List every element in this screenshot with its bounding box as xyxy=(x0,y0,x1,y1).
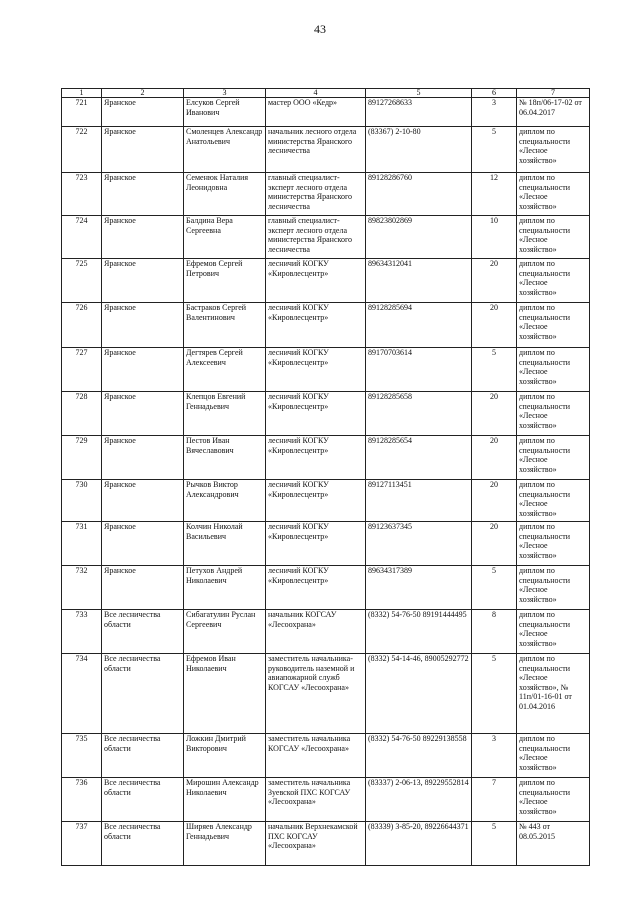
table-row xyxy=(62,173,590,216)
row-number: 724 xyxy=(62,216,102,259)
person-name: Елсуков Сергей Иванович xyxy=(184,98,266,127)
job-position: начальник лесного отдела министерства Яранского лесничества xyxy=(266,127,366,173)
phone-number: (8332) 54-76-50 89191444495 xyxy=(366,610,472,654)
table-row xyxy=(62,822,590,866)
table-row xyxy=(62,654,590,734)
job-position: главный специалист-эксперт лесного отдела министерства Яранского лесничества xyxy=(266,216,366,259)
person-name: Балдина Вера Сергеевна xyxy=(184,216,266,259)
row-number: 730 xyxy=(62,480,102,522)
row-number: 729 xyxy=(62,436,102,480)
phone-number: (8332) 54-76-50 89229138558 xyxy=(366,734,472,778)
qualification-document: диплом по специальности «Лесное хозяйство» xyxy=(517,303,590,348)
person-name: Семенюк Наталия Леонидовна xyxy=(184,173,266,216)
phone-number: 89823802869 xyxy=(366,216,472,259)
table-row xyxy=(62,259,590,303)
phone-number: 89123637345 xyxy=(366,522,472,566)
experience-years: 10 xyxy=(472,216,517,259)
table-row xyxy=(62,216,590,259)
job-position: лесничий КОГКУ «Кировлесцентр» xyxy=(266,392,366,436)
job-position: заместитель начальника Зуевской ПХС КОГСАУ «Лесоохрана» xyxy=(266,778,366,822)
job-position: мастер ООО «Кедр» xyxy=(266,98,366,127)
experience-years: 20 xyxy=(472,436,517,480)
column-number: 1 xyxy=(62,89,102,98)
forestry-district: Яранское xyxy=(102,566,184,610)
experience-years: 7 xyxy=(472,778,517,822)
person-name: Ефремов Сергей Петрович xyxy=(184,259,266,303)
table-row xyxy=(62,734,590,778)
person-name: Ефремов Иван Николаевич xyxy=(184,654,266,734)
phone-number: 89634312041 xyxy=(366,259,472,303)
forestry-district: Яранское xyxy=(102,348,184,392)
qualification-document: диплом по специальности «Лесное хозяйство» xyxy=(517,392,590,436)
job-position: лесничий КОГКУ «Кировлесцентр» xyxy=(266,522,366,566)
column-number: 4 xyxy=(266,89,366,98)
registry-table xyxy=(61,88,590,866)
table-row xyxy=(62,610,590,654)
job-position: лесничий КОГКУ «Кировлесцентр» xyxy=(266,480,366,522)
experience-years: 5 xyxy=(472,127,517,173)
row-number: 731 xyxy=(62,522,102,566)
job-position: начальник КОГСАУ «Лесоохрана» xyxy=(266,610,366,654)
experience-years: 20 xyxy=(472,303,517,348)
person-name: Клепцов Евгений Геннадьевич xyxy=(184,392,266,436)
table-row xyxy=(62,522,590,566)
person-name: Рычков Виктор Александрович xyxy=(184,480,266,522)
forestry-district: Яранское xyxy=(102,480,184,522)
phone-number: 89170703614 xyxy=(366,348,472,392)
person-name: Колчин Николай Васильевич xyxy=(184,522,266,566)
phone-number: (83339) 3-85-20, 89226644371 xyxy=(366,822,472,866)
person-name: Смоленцев Александр Анатольевич xyxy=(184,127,266,173)
forestry-district: Яранское xyxy=(102,259,184,303)
experience-years: 20 xyxy=(472,259,517,303)
row-number: 725 xyxy=(62,259,102,303)
phone-number: 89128286760 xyxy=(366,173,472,216)
phone-number: 89128285654 xyxy=(366,436,472,480)
job-position: лесничий КОГКУ «Кировлесцентр» xyxy=(266,566,366,610)
qualification-document: диплом по специальности «Лесное хозяйство» xyxy=(517,259,590,303)
qualification-document: диплом по специальности «Лесное хозяйство» xyxy=(517,778,590,822)
experience-years: 5 xyxy=(472,566,517,610)
forestry-district: Все лесничества области xyxy=(102,778,184,822)
forestry-district: Все лесничества области xyxy=(102,610,184,654)
qualification-document: № 443 от 08.05.2015 xyxy=(517,822,590,866)
forestry-district: Все лесничества области xyxy=(102,734,184,778)
person-name: Мирошин Александр Николаевич xyxy=(184,778,266,822)
row-number: 727 xyxy=(62,348,102,392)
phone-number: 89127113451 xyxy=(366,480,472,522)
table-row xyxy=(62,436,590,480)
column-number: 3 xyxy=(184,89,266,98)
qualification-document: диплом по специальности «Лесное хозяйство» xyxy=(517,127,590,173)
forestry-district: Все лесничества области xyxy=(102,822,184,866)
person-name: Пестов Иван Вячеславович xyxy=(184,436,266,480)
experience-years: 5 xyxy=(472,822,517,866)
page-number: 43 xyxy=(314,22,326,36)
row-number: 721 xyxy=(62,98,102,127)
experience-years: 20 xyxy=(472,392,517,436)
job-position: заместитель начальника-руководитель наземной и авиапожарной служб КОГСАУ «Лесоохрана» xyxy=(266,654,366,734)
qualification-document: № 18п/06-17-02 от 06.04.2017 xyxy=(517,98,590,127)
qualification-document: диплом по специальности «Лесное хозяйство» xyxy=(517,480,590,522)
job-position: лесничий КОГКУ «Кировлесцентр» xyxy=(266,348,366,392)
experience-years: 8 xyxy=(472,610,517,654)
phone-number: 89127268633 xyxy=(366,98,472,127)
person-name: Ширяев Александр Геннадьевич xyxy=(184,822,266,866)
forestry-district: Яранское xyxy=(102,216,184,259)
qualification-document: диплом по специальности «Лесное хозяйство» xyxy=(517,522,590,566)
forestry-district: Яранское xyxy=(102,98,184,127)
person-name: Бастраков Сергей Валентинович xyxy=(184,303,266,348)
row-number: 733 xyxy=(62,610,102,654)
experience-years: 12 xyxy=(472,173,517,216)
phone-number: (83337) 2-06-13, 89229552814 xyxy=(366,778,472,822)
experience-years: 3 xyxy=(472,734,517,778)
job-position: лесничий КОГКУ «Кировлесцентр» xyxy=(266,259,366,303)
qualification-document: диплом по специальности «Лесное хозяйство», № 11п/01-16-01 от 01.04.2016 xyxy=(517,654,590,734)
qualification-document: диплом по специальности «Лесное хозяйство» xyxy=(517,436,590,480)
column-number-row xyxy=(62,89,590,98)
job-position: начальник Верхнекамской ПХС КОГСАУ «Лесоохрана» xyxy=(266,822,366,866)
qualification-document: диплом по специальности «Лесное хозяйство» xyxy=(517,216,590,259)
job-position: лесничий КОГКУ «Кировлесцентр» xyxy=(266,303,366,348)
column-number: 6 xyxy=(472,89,517,98)
table-row xyxy=(62,127,590,173)
row-number: 728 xyxy=(62,392,102,436)
experience-years: 5 xyxy=(472,654,517,734)
qualification-document: диплом по специальности «Лесное хозяйство» xyxy=(517,734,590,778)
job-position: главный специалист-эксперт лесного отдела министерства Яранского лесничества xyxy=(266,173,366,216)
qualification-document: диплом по специальности «Лесное хозяйство» xyxy=(517,173,590,216)
forestry-district: Яранское xyxy=(102,392,184,436)
table-row xyxy=(62,348,590,392)
qualification-document: диплом по специальности «Лесное хозяйство» xyxy=(517,348,590,392)
phone-number: 89634317389 xyxy=(366,566,472,610)
column-number: 2 xyxy=(102,89,184,98)
table-row xyxy=(62,98,590,127)
person-name: Ложкин Дмитрий Викторович xyxy=(184,734,266,778)
experience-years: 20 xyxy=(472,522,517,566)
person-name: Петухов Андрей Николаевич xyxy=(184,566,266,610)
experience-years: 5 xyxy=(472,348,517,392)
phone-number: 89128285658 xyxy=(366,392,472,436)
table-row xyxy=(62,392,590,436)
person-name: Дегтярев Сергей Алексеевич xyxy=(184,348,266,392)
phone-number: (83367) 2-10-80 xyxy=(366,127,472,173)
column-number: 5 xyxy=(366,89,472,98)
row-number: 722 xyxy=(62,127,102,173)
experience-years: 20 xyxy=(472,480,517,522)
row-number: 732 xyxy=(62,566,102,610)
job-position: заместитель начальника КОГСАУ «Лесоохрана» xyxy=(266,734,366,778)
person-name: Сибагатулин Руслан Сергеевич xyxy=(184,610,266,654)
phone-number: (8332) 54-14-46, 89005292772 xyxy=(366,654,472,734)
table-row xyxy=(62,480,590,522)
row-number: 734 xyxy=(62,654,102,734)
table-row xyxy=(62,566,590,610)
table-row xyxy=(62,778,590,822)
forestry-district: Яранское xyxy=(102,127,184,173)
forestry-district: Все лесничества области xyxy=(102,654,184,734)
forestry-district: Яранское xyxy=(102,303,184,348)
row-number: 735 xyxy=(62,734,102,778)
row-number: 726 xyxy=(62,303,102,348)
job-position: лесничий КОГКУ «Кировлесцентр» xyxy=(266,436,366,480)
row-number: 723 xyxy=(62,173,102,216)
qualification-document: диплом по специальности «Лесное хозяйство» xyxy=(517,610,590,654)
forestry-district: Яранское xyxy=(102,522,184,566)
table-row xyxy=(62,303,590,348)
row-number: 737 xyxy=(62,822,102,866)
forestry-district: Яранское xyxy=(102,173,184,216)
qualification-document: диплом по специальности «Лесное хозяйство» xyxy=(517,566,590,610)
forestry-district: Яранское xyxy=(102,436,184,480)
column-number: 7 xyxy=(517,89,590,98)
phone-number: 89128285694 xyxy=(366,303,472,348)
row-number: 736 xyxy=(62,778,102,822)
experience-years: 3 xyxy=(472,98,517,127)
